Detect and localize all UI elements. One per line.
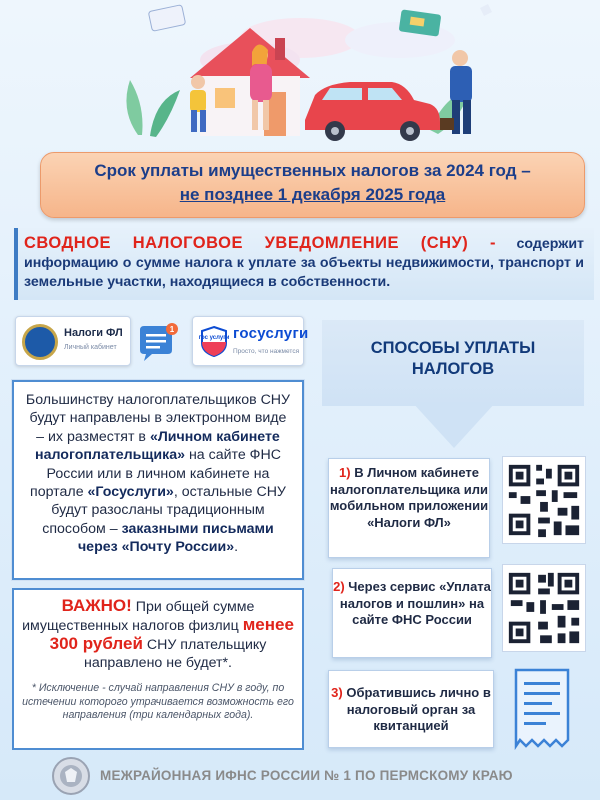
important-notice-box (12, 588, 304, 750)
important-footnote: * Исключение - случай направления СНУ в году, по истечении которого утрачивается возможность его направления (три календарных года). (22, 682, 294, 721)
info-post: заказными письмами через «Почту России» (77, 520, 274, 556)
fns-emblem-icon (52, 756, 90, 796)
family-house-car-illustration (100, 0, 530, 148)
fns-emblem-icon (22, 324, 58, 360)
method-3-number: 3) (331, 685, 343, 700)
arrow-down-icon (412, 402, 496, 448)
info-text-3: , остальные СНУ будут разосланы традиционным способом – (42, 484, 286, 537)
important-label: ВАЖНО! (61, 596, 132, 615)
method-3-text: Обратившись лично в налоговый орган за квитанцией (346, 685, 491, 733)
receipt-icon (510, 668, 574, 750)
qr-code-icon[interactable] (502, 456, 586, 544)
footer-office-name: МЕЖРАЙОННАЯ ИФНС РОССИИ № 1 ПО ПЕРМСКОМУ КРАЮ (100, 768, 513, 783)
method-1-card (328, 458, 490, 558)
nalogi-fl-subtitle: Личный кабинет (64, 344, 117, 351)
method-2-card (332, 568, 492, 658)
nalogi-fl-title: Налоги ФЛ (64, 327, 123, 339)
important-amount: менее 300 рублей (49, 615, 294, 653)
info-cabinet: «Личном кабинете налогоплательщика» (35, 428, 280, 464)
method-2-text: Через сервис «Уплата налогов и пошлин» на сайте ФНС России (339, 579, 491, 627)
important-text-1: При общей сумме имущественных налогов физлиц (22, 599, 255, 634)
gosuslugi-title: госуслуги (233, 325, 309, 342)
snu-title: СВОДНОЕ НАЛОГОВОЕ УВЕДОМЛЕНИЕ (СНУ) - (24, 234, 496, 252)
method-1-text: В Личном кабинете налогоплательщика или мобильном приложении «Налоги ФЛ» (329, 465, 489, 530)
info-text-4: . (234, 539, 239, 556)
chat-badge-count: 1 (169, 325, 175, 334)
delivery-info-box (12, 380, 304, 580)
deadline-banner (40, 152, 585, 218)
snu-description (14, 228, 594, 300)
payment-methods-title-line1: СПОСОБЫ УПЛАТЫ (370, 339, 536, 357)
gosuslugi-shield-text: гос услуги (199, 335, 229, 341)
qr-code-icon[interactable] (502, 564, 586, 652)
snu-text: содержит информацию о сумме налога к уплате за объекты недвижимости, транспорт и земельные участки, находящиеся в собственности. (24, 236, 584, 290)
deadline-line1: Срок уплаты имущественных налогов за 2024 год – (94, 161, 531, 180)
info-text-1: Большинству налогоплательщиков СНУ будут направлены в электронном виде – их разместят в (25, 392, 291, 445)
method-3-card (328, 670, 494, 748)
info-text-2: на сайте ФНС России или в личном кабинете на портале (30, 447, 281, 501)
method-1-number: 1) (339, 465, 351, 480)
payment-methods-title-line2: НАЛОГОВ (411, 360, 495, 378)
method-2-number: 2) (333, 579, 345, 594)
payment-methods-heading (322, 320, 584, 406)
gosuslugi-logo (192, 316, 309, 366)
footer (0, 754, 600, 800)
nalogi-fl-logo (15, 316, 131, 366)
gosuslugi-shield-icon (199, 325, 229, 357)
info-gosuslugi: «Госуслуги» (87, 484, 174, 501)
gosuslugi-subtitle: Просто, что нажмется (233, 348, 300, 355)
important-text-2: СНУ плательщику направлено не будет*. (84, 637, 267, 671)
chat-notification-icon (138, 322, 180, 362)
deadline-date: не позднее 1 декабря 2025 года (179, 185, 446, 204)
